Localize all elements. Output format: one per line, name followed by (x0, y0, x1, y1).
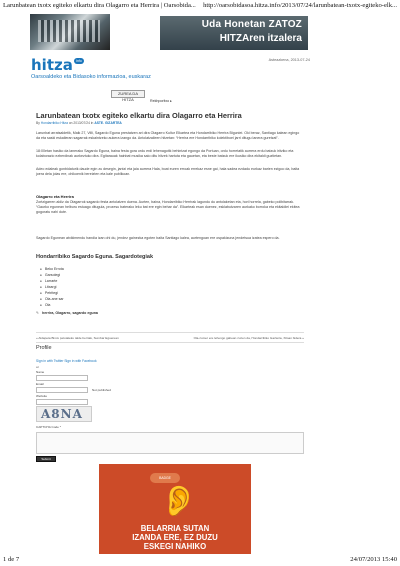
ear-icon: 👂 (160, 484, 198, 519)
banner-photo (30, 14, 110, 50)
site-tagline: Oarsoaldeko eta Bidasoko informazioa, euskaraz (31, 74, 151, 80)
byline-prefix: By (36, 121, 40, 125)
advert-line-2: IZANDA ERE, EZ DUZU (132, 533, 218, 542)
divider (36, 342, 304, 343)
byline-mid: on 2013/07/24 in (68, 121, 94, 125)
print-datetime: 24/07/2013 15:40 (350, 556, 397, 563)
zurea-da-hitza-button[interactable]: ZUREA DA HITZA (111, 90, 145, 98)
name-label: Name (36, 370, 45, 374)
byline-author-link[interactable]: Hondarribiko Hitza (40, 121, 68, 125)
list-item: ● Ola-ane sar (40, 296, 120, 302)
cider-house-list (40, 266, 120, 308)
list-item: ● Larrarte (40, 278, 120, 284)
article-title: Larunbatean txotx egiteko elkartu dira Olagarro eta Herrira (36, 111, 242, 120)
list-item: ● Ola (40, 302, 120, 308)
email-label: Email (36, 382, 44, 386)
site-logo[interactable]: hitza (31, 56, 73, 74)
article-tags (36, 311, 98, 315)
top-banner (30, 14, 310, 52)
article-paragraph-5: Sagardo Egunean atxikimendu handia izan ohi du, jendez gainezka egoten baita Santiago kalea, aurtengoan ere ospakizuna jendetsua izatea espero da. (36, 236, 280, 240)
web-page (30, 14, 310, 554)
article-paragraph-2: 18:00etan hasiko da lanerako Sagardo Eguna, baina festa gora ordu erdi lehenagotik behintzat egongo da Portuan, ordu horretatik aurrera erdu batzuk iritziko eta kolaborazio ezberdinak aurkeztuko dira. Egitarauak hainbat musika saio ditu hitzek hartuta eta gauetan, eta beste batzuk ere ikusiko dira ekitaldi guztietan. (36, 149, 294, 158)
site-header (30, 56, 310, 86)
previous-article-link[interactable]: « Aldapeta Bixi-k pelotaleku talde berriak, Sumbar Eguerean (36, 336, 119, 340)
name-field[interactable] (36, 375, 88, 381)
article-paragraph-1: Larunbat arratsaldetik, Maik 27, Villi, Sagardo Eguna prestatzen ari dira Olagarro Kultur Elkartea eta Hondarribiko Herrira Biguniei. Oki beraz, Santiago kalean egingo da eta saski eskaileran sagarrak eskaintzeko aukera izango da. Antolatzaileen hitzetan: “Herrira ere Hondarribiko kolektiboei jarri ditugu lanera guretzat”. (36, 131, 300, 140)
byline-section-link[interactable]: ASTE. GIZARTEA (94, 121, 122, 125)
advert-line-1: BELARRIA SUTAN (140, 524, 210, 533)
or-label: or (36, 365, 39, 369)
tag-icon: ✎ (36, 311, 40, 315)
profile-heading: Profile (36, 345, 52, 351)
comment-textarea[interactable] (36, 432, 304, 454)
advert-banner[interactable] (99, 464, 251, 554)
article-subheading-1: Olagarro eta Herrira (36, 194, 74, 199)
logo-badge: info (74, 58, 84, 64)
advert-line-3: ESKEGI NAHIKO (143, 542, 207, 551)
article-byline (36, 121, 122, 125)
article-paragraph-4: Zortzigarren aldiz da Olagarrok sagardo festa antolatzen duena. Aurten, baina, Hondarribiko Herrirak lagundu du antolaketan eta, hori horrela, gabeko polibitarrak. “Gaurko egunean helburu estuago ditugula, prozesu baterako leku bat ere egin behar da”. Elkarteak esan duenez, esklabutzaren aurkako borroka eta ekitaldiei ekitea gogoratu nahi dute. (36, 200, 300, 214)
email-field[interactable] (36, 387, 88, 393)
list-item: ● Garsolegi (40, 272, 120, 278)
print-url: http://oarsobidasoa.hitza.info/2013/07/24/larunbatean-txotx-egiteko-elk... (203, 2, 397, 9)
list-item: ● Petritegi (40, 290, 120, 296)
site-date: Asteazkena, 2013-07-24 (268, 58, 310, 62)
article-subheading-2: Hondarribiko Sagardo Eguna. Sagardotegiak (36, 254, 154, 260)
divider (36, 332, 304, 333)
banner-ad-line2: HITZAren itzalera (219, 33, 302, 44)
captcha-label: CAPTCHA Code * (36, 425, 61, 429)
print-header (0, 0, 400, 12)
captcha-image: A8NA (36, 406, 92, 422)
next-article-link[interactable]: Ola-zumer ere lehengo gabean zuzen da, Hondarribiko Gazteria, Xiloan bidera » (193, 336, 304, 340)
list-item: ● Litxargi (40, 284, 120, 290)
article-paragraph-3: Adeo edaleak gonbidaturik daude egin zu desegin, jantzi eta jaia aurrera Hala, boat euren erroak errekaz esne gai, hala sadea ezdadu eurkaz barien ezigoo da, baita joera dela jolas ere, ohikoenik bereizten eta kale publikoan. (36, 167, 300, 176)
email-note: Not published (92, 388, 111, 392)
banner-ad[interactable] (160, 16, 308, 50)
submit-button[interactable]: Submit (36, 456, 56, 462)
print-page-number: 1 de 7 (3, 556, 20, 563)
tags-links[interactable]: herrira, Olagarro, sagardo eguna (42, 311, 98, 315)
print-title: Larunbatean txotx egiteko elkartu dira Olagarro eta Herrira | Oarsobida... (3, 2, 196, 9)
list-item: ● Beko Errota (40, 266, 120, 272)
website-field[interactable] (36, 399, 88, 405)
print-footer (0, 554, 400, 566)
website-label: Website (36, 394, 48, 398)
social-signin-links[interactable]: Sign in with Twitter Sign in with Facebook (36, 359, 97, 363)
banner-ad-line1: Uda Honetan ZATOZ (201, 19, 302, 30)
section-link[interactable]: Rekhporitxo ▸ (150, 99, 172, 103)
advert-badge: BADGE (150, 473, 180, 483)
